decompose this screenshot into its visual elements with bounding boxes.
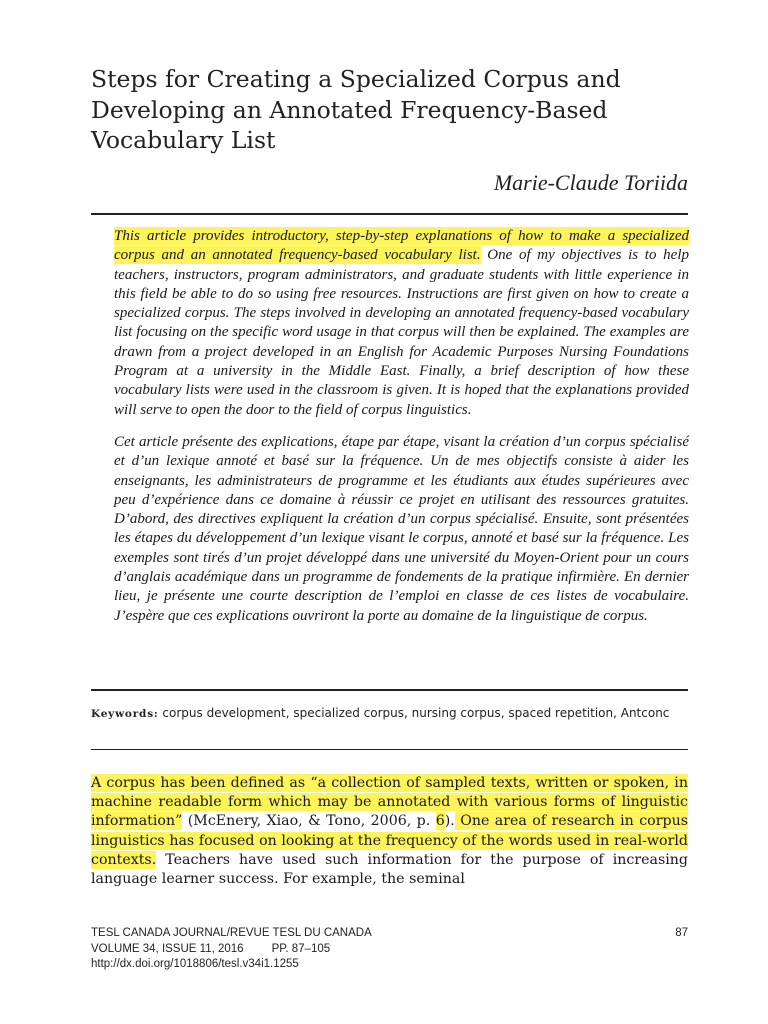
abstract-section [114, 227, 689, 639]
abstract-bottom-divider [91, 689, 688, 691]
keywords-label: Keywords: [91, 708, 159, 720]
volume-line [91, 942, 688, 958]
highlighted-page-number: 6 [435, 813, 445, 830]
body-paragraph [91, 774, 688, 889]
keywords-line [91, 706, 688, 723]
citation-start: (McEnery, Xiao, & Tono, 2006, p. [182, 813, 436, 830]
abstract-french: Cet article présente des explications, étape par étape, visant la création d’un corpus spécialisé et d’un lexique annoté et basé sur la fréquence. Un de mes objectifs consiste à aider les enseignants, les administrateurs de programme et les étudiants aux études supérieures avec peu d’expérience dans ce domaine à réussir ce projet en utilisant des ressources gratuites. D’abord, des directives expliquent la création d’un corpus spécialisé. Ensuite, sont présentées les étapes du développement d’un lexique visant le corpus, annoté et basé sur la fréquence. Les exemples sont tirés d’un projet développé dans une université du Moyen-Orient pour un cours d’anglais académique dans un programme de fondements de la pratique infirmière. En dernier lieu, je présente une courte description de l’emploi en classe de ces listes de vocabulaire. J’espère que ces explications ouvriront la porte au domaine de la linguistique de corpus. [114, 433, 689, 624]
abstract-english [114, 227, 689, 420]
journal-name: TESL CANADA JOURNAL/REVUE TESL DU CANADA [91, 927, 372, 939]
doi-link[interactable]: http://dx.doi.org/1018806/tesl.v34i1.1255 [91, 958, 299, 970]
volume-info: VOLUME 34, ISSUE 11, 2016 [91, 942, 244, 955]
article-title: Steps for Creating a Specialized Corpus and Developing an Annotated Frequency-Based Vocabulary List [91, 65, 621, 154]
top-divider [91, 213, 688, 215]
highlighted-definition: A corpus has been defined as “a collection of sampled texts, written or spoken, in machine readable form which may be annotated with various forms of linguistic information” [91, 775, 688, 830]
highlighted-text: This article provides introductory, step-by-step explanations of how to make a specialized corpus and an annotated frequency-based vocabulary list. [114, 228, 689, 264]
citation-end: ). [444, 813, 455, 830]
keywords-divider [91, 749, 688, 750]
page-number: 87 [675, 927, 688, 939]
page-range: PP. 87–105 [271, 942, 331, 955]
author-name: Marie-Claude Toriida [493, 170, 688, 195]
highlighted-research-sentence: One area of research in corpus linguistics has focused on looking at the frequency of the words used in real-world contexts. [91, 813, 688, 868]
keywords-text: corpus development, specialized corpus, nursing corpus, spaced repetition, Antconc [158, 706, 670, 720]
body-continuation: Teachers have used such information for the purpose of increasing language learner success. For example, the seminal [91, 851, 688, 888]
abstract-english-body: One of my objectives is to help teachers, instructors, program administrators, and graduate students with little experience in this field be able to do so using free resources. Instructions are first given on how to create a specialized corpus. The steps involved in developing an annotated frequency-based vocabulary list focusing on the specific word usage in that corpus will then be explained. The examples are drawn from a project developed in an English for Academic Purposes Nursing Foundations Program at a university in the Middle East. Finally, a brief description of how these vocabulary lists were used in the classroom is given. It is hoped that the explanations provided will serve to open the door to the field of corpus linguistics. [114, 247, 689, 418]
page-footer [91, 926, 688, 973]
